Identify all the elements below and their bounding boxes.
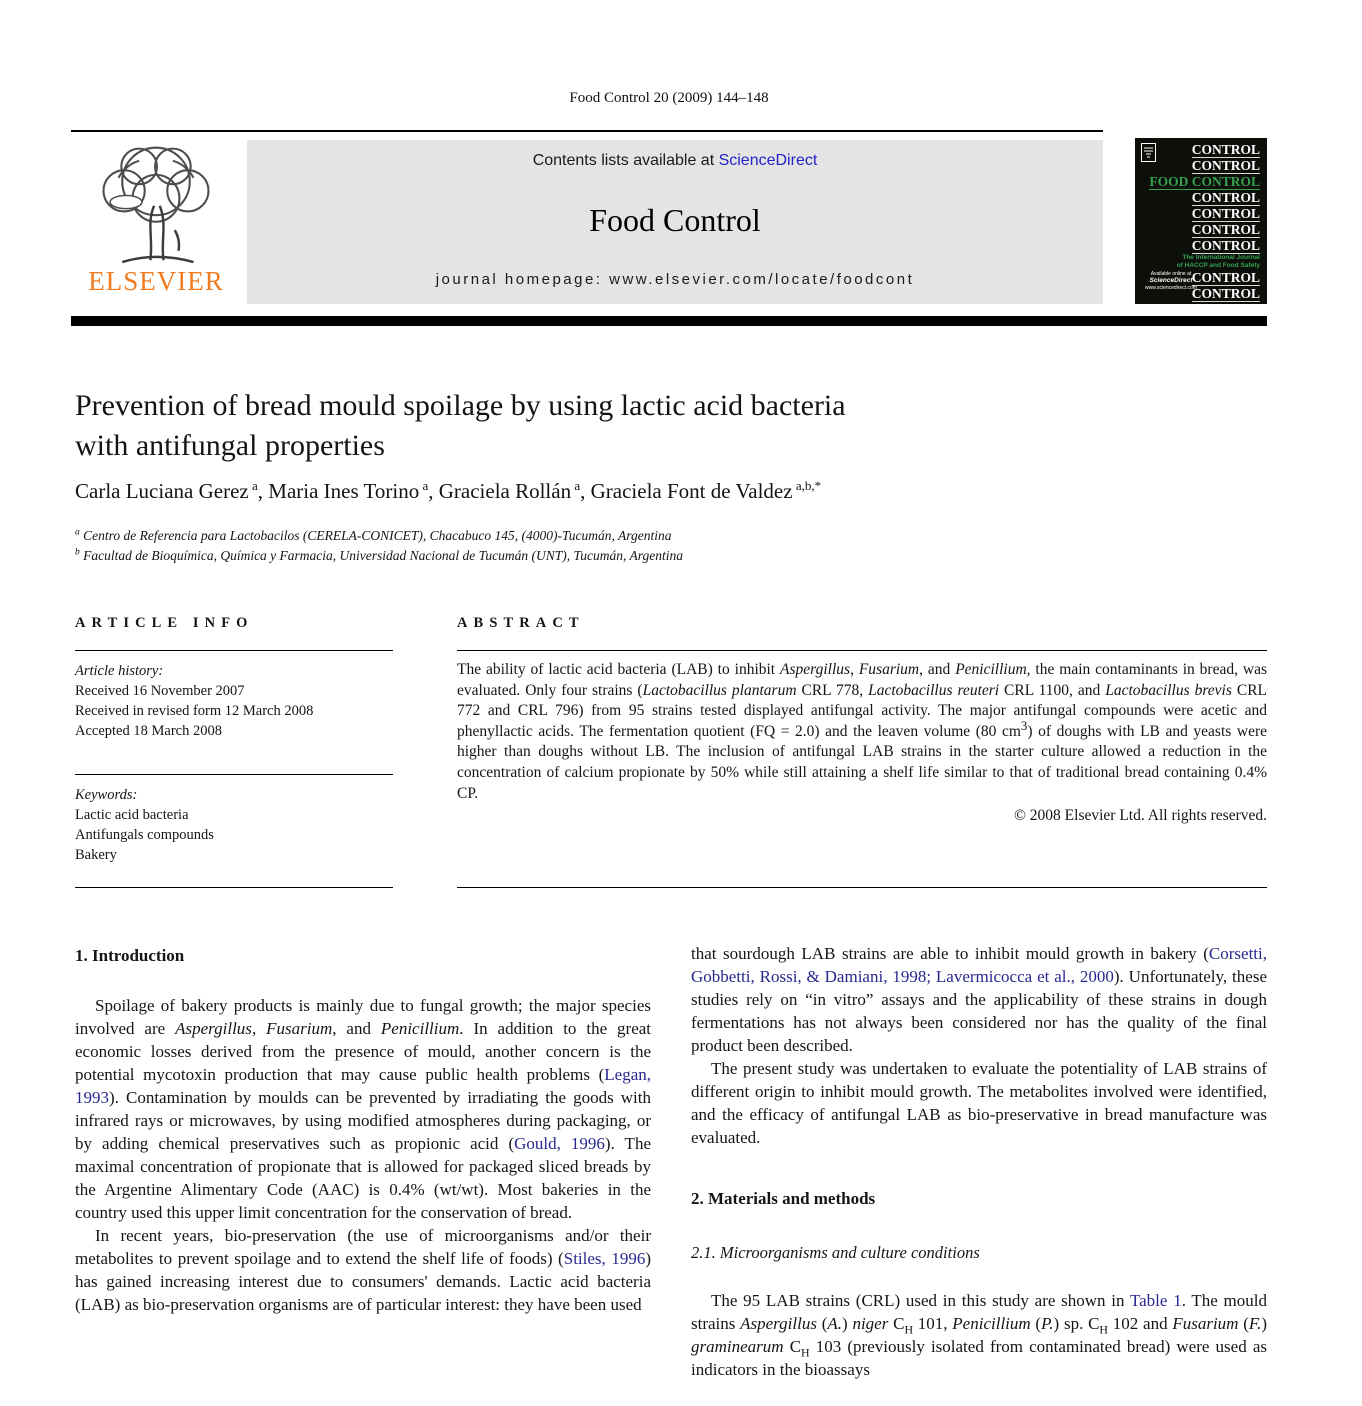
journal-title: Food Control	[589, 202, 761, 238]
journal-cover	[1135, 138, 1267, 304]
page-content	[71, 0, 1267, 1406]
abstract-body: The ability of lactic acid bacteria (LAB) to inhibit Aspergillus, Fusarium, and Penicillium, the main contaminants in bread, was evaluated. Only four strains (Lactobacillus plantarum CRL 778, Lactobacillus reuteri CRL 1100, and Lactobacillus brevis CRL 772 and CRL 796) from 95 strains tested displayed antifungal activity. The major antifungal compounds were acetic and phenyllactic acids. The fermentation quotient (FQ = 2.0) and the leaven volume (80 $cm^3$) of doughs with LB and yeasts were higher than doughs without LB. The inclusion of antifungal LAB strains in the starter culture allowed a reduction in the concentration of calcium propionate by 50% while still attaining a shelf life similar to that of traditional bread containing 0.4% CP.	[457, 661, 1268, 802]
keyword-line: Bakery	[75, 847, 117, 863]
history-line: Received in revised form 12 March 2008	[75, 703, 314, 719]
divider	[457, 887, 1267, 888]
section-heading-introduction: 1. Introduction	[75, 946, 185, 965]
cover-row: CONTROL	[1191, 206, 1260, 221]
article-history-label: Article history:	[75, 663, 164, 679]
cover-row-food-control: FOOD CONTROL	[1149, 174, 1260, 189]
keyword-line: Lactic acid bacteria	[75, 807, 189, 823]
cover-tagline: The International Journal of HACCP and Food Safety	[1176, 254, 1260, 269]
copyright-line: © 2008 Elsevier Ltd. All rights reserved.	[1014, 807, 1267, 825]
cover-row: CONTROL	[1191, 238, 1260, 253]
paragraph: Spoilage of bakery products is mainly due to fungal growth; the major species involved are Aspergillus, Fusarium, and Penicillium. In addition to the great economic losses derived from the presence of mould, another concern is the potential mycotoxin production that may cause public health problems (Legan, 1993). Contamination by moulds can be prevented by irradiating the goods with infrared rays or microwaves, by using modified atmospheres during packaging, or by adding chemical preservatives such as propionic acid (Gould, 1996). The maximal concentration of propionate that is allowed for packaged sliced breads by the Argentine Alimentary Code (AAC) is 0.4% (wt/wt). Most bakeries in the country used this upper limit concentration for the conservation of bread.	[75, 996, 652, 1222]
affiliation-b: $^b$ Facultad de Bioquímica, Química y Farmacia, Universidad Nacional de Tucumán (UNT), Tucumán, Argentina	[75, 547, 684, 563]
elsevier-tree-icon	[81, 140, 231, 266]
article-title	[75, 386, 846, 466]
section-heading-methods: 2. Materials and methods	[691, 1189, 876, 1208]
body-column-right	[691, 942, 1267, 1406]
cover-row: CONTROL	[1191, 158, 1260, 173]
cover-row: CONTROL	[1191, 286, 1260, 301]
history-line: Accepted 18 March 2008	[75, 723, 222, 739]
article-title-line2: with antifungal properties	[75, 429, 385, 462]
citation-link[interactable]: Stiles, 1996	[563, 1249, 646, 1268]
citation-link[interactable]: Corsetti, Gobbetti, Rossi, & Damiani, 1998; Lavermicocca et al., 2000	[691, 944, 1267, 986]
subsection-heading-microorganisms: 2.1. Microorganisms and culture conditions	[691, 1243, 980, 1262]
masthead-top-rule	[71, 130, 1103, 132]
article-info-heading: ARTICLE INFO	[75, 615, 254, 631]
keyword-line: Antifungals compounds	[75, 827, 214, 843]
divider	[75, 774, 393, 775]
abstract-column	[457, 610, 1267, 888]
history-line: Received 16 November 2007	[75, 683, 245, 699]
elsevier-logo	[71, 140, 241, 304]
affiliations	[75, 526, 683, 566]
article-info-column	[75, 610, 393, 888]
sciencedirect-link[interactable]: ScienceDirect	[718, 152, 818, 169]
divider	[75, 887, 393, 888]
affiliation-a: $^a$ Centro de Referencia para Lactobacilos (CERELA-CONICET), Chacabuco 145, (4000)-Tucumán, Argentina	[75, 527, 672, 543]
divider	[457, 650, 1267, 651]
abstract-heading: ABSTRACT	[457, 615, 585, 631]
citation-link[interactable]: Table 1	[1129, 1291, 1182, 1310]
citation-link[interactable]: Gould, 1996	[514, 1134, 605, 1153]
cover-row: CONTROL	[1191, 142, 1260, 157]
paragraph: The present study was undertaken to evaluate the potentiality of LAB strains of different origin to inhibit mould growth. The metabolites involved were identified, and the efficacy of antifungal LAB as bio-preservative in bread manufacture was evaluated.	[691, 1059, 1267, 1147]
masthead-bottom-bar	[71, 316, 1267, 326]
paragraph: In recent years, bio-preservation (the use of microorganisms and/or their metabolites to prevent spoilage and to extend the shelf life of foods) (Stiles, 1996) has gained increasing interest due to consumers' demands. Lactic acid bacteria (LAB) as bio-preservation organisms are of particular interest: they have been used	[75, 1226, 651, 1314]
elsevier-wordmark: ELSEVIER	[88, 266, 224, 296]
info-abstract-section	[75, 610, 1267, 888]
journal-homepage-line[interactable]: journal homepage: www.elsevier.com/locate/foodcont	[435, 271, 915, 288]
body-column-left	[75, 942, 651, 1406]
cover-sciencedirect-note: Available online at ScienceDirect www.sciencedirect.com	[1145, 271, 1197, 291]
body-columns	[75, 942, 1267, 1406]
cover-row: CONTROL	[1191, 222, 1260, 237]
article-title-line1: Prevention of bread mould spoilage by using lactic acid bacteria	[75, 389, 846, 422]
masthead-banner	[247, 140, 1103, 304]
contents-line: Contents lists available at ScienceDirect	[532, 152, 818, 169]
cover-row: CONTROL	[1191, 190, 1260, 205]
cover-row: CONTROL	[1191, 270, 1260, 285]
divider	[75, 650, 393, 651]
elsevier-mini-logo-icon	[1141, 143, 1156, 162]
citation-link[interactable]: Legan, 1993	[75, 1065, 651, 1107]
paragraph: that sourdough LAB strains are able to inhibit mould growth in bakery (Corsetti, Gobbetti, Rossi, & Damiani, 1998; Lavermicocca et al., 2000). Unfortunately, these studies rely on “in vitro” assays and the applicability of these strains in dough fermentations has not always been considered nor has the quality of the final product been described.	[691, 944, 1267, 1055]
author-list: Carla Luciana Gerez $^a$, Maria Ines Torino $^a$, Graciela Rollán $^a$, Graciela Font de Valdez $^{a,b,*}$	[75, 478, 822, 503]
journal-citation: Food Control 20 (2009) 144–148	[569, 90, 769, 106]
paragraph: The 95 LAB strains (CRL) used in this study are shown in Table 1. The mould strains Aspergillus (A.) niger $C_H$ 101, Penicillium (P.) sp. $C_H$ 102 and Fusarium (F.) graminearum $C_H$ 103 (previously isolated from contaminated bread) were used as indicators in the bioassays	[691, 1291, 1267, 1379]
masthead	[71, 140, 1267, 304]
keywords-label: Keywords:	[75, 787, 138, 803]
